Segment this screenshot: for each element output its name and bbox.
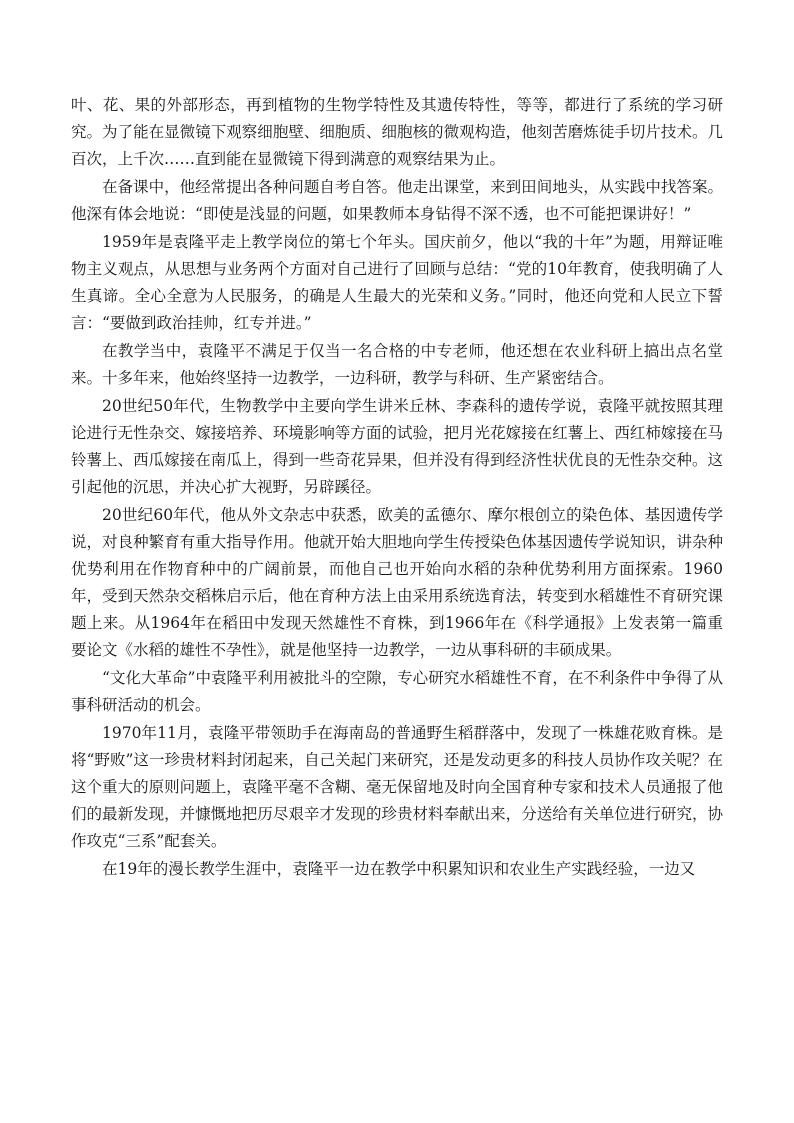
paragraph-9: 在19年的漫长教学生涯中，袁隆平一边在教学中积累知识和农业生产实践经验，一边又 bbox=[102, 860, 696, 878]
paragraph-6: 20世纪60年代，他从外文杂志中获悉，欧美的孟德尔、摩尔根创立的染色体、基因遗传学说，对良种繁育有重大指导作用。他就开始大胆地向学生传授染色体基因遗传学说知识，讲杂种优势利用在作物育种中的广阔前景，而他自己也开始向水稻的杂种优势利用方面探索。1960年，受到天然杂交稻株启示后，他在育种方法上由采用系统选育法，转变到水稻雄性不育研究课题上来。从1964年在稻田中发现天然雄性不育株，到1966年在《科学通报》上发表第一篇重要论文《水稻的雄性不孕性》，就是他坚持一边教学，一边从事科研的丰硕成果。 bbox=[71, 506, 723, 659]
paragraph-1: 叶、花、果的外部形态，再到植物的生物学特性及其遗传特性，等等，都进行了系统的学习研究。为了能在显微镜下观察细胞壁、细胞质、细胞核的微观构造，他刻苦磨炼徒手切片技术。几百次，上千次……直到能在显微镜下得到满意的观察结果为止。 bbox=[71, 96, 723, 168]
paragraph-3: 1959年是袁隆平走上教学岗位的第七个年头。国庆前夕，他以“我的十年”为题，用辩证唯物主义观点，从思想与业务两个方面对自己进行了回顾与总结：“党的10年教育，使我明确了人生真谛。全心全意为人民服务，的确是人生最大的光荣和义务。”同时，他还向党和人民立下誓言：“要做到政治挂帅，红专并进。” bbox=[71, 233, 723, 332]
paragraph-8: 1970年11月，袁隆平带领助手在海南岛的普通野生稻群落中，发现了一株雄花败育株。是将“野败”这一珍贵材料封闭起来，自己关起门来研究，还是发动更多的科技人员协作攻关呢？在这个重大的原则问题上，袁隆平毫不含糊、毫无保留地及时向全国育种专家和技术人员通报了他们的最新发现，并慷慨地把历尽艰辛才发现的珍贵材料奉献出来，分送给有关单位进行研究，协作攻克“三系”配套关。 bbox=[71, 724, 723, 850]
paragraph-2: 在备课中，他经常提出各种问题自考自答。他走出课堂，来到田间地头，从实践中找答案。他深有体会地说：“即使是浅显的问题，如果教师本身钻得不深不透，也不可能把课讲好！” bbox=[71, 178, 723, 223]
paragraph-4: 在教学当中，袁隆平不满足于仅当一名合格的中专老师，他还想在农业科研上搞出点名堂来。十多年来，他始终坚持一边教学，一边科研，教学与科研、生产紧密结合。 bbox=[71, 342, 723, 387]
paragraph-7: “文化大革命”中袁隆平利用被批斗的空隙，专心研究水稻雄性不育，在不利条件中争得了从事科研活动的机会。 bbox=[71, 669, 723, 714]
paragraph-5: 20世纪50年代，生物教学中主要向学生讲米丘林、李森科的遗传学说，袁隆平就按照其理论进行无性杂交、嫁接培养、环境影响等方面的试验，把月光花嫁接在红薯上、西红柿嫁接在马铃薯上、西瓜嫁接在南瓜上，得到一些奇花异果，但并没有得到经济性状优良的无性杂交种。这引起他的沉思，并决心扩大视野，另辟蹊径。 bbox=[71, 397, 723, 496]
document-body bbox=[71, 92, 723, 884]
